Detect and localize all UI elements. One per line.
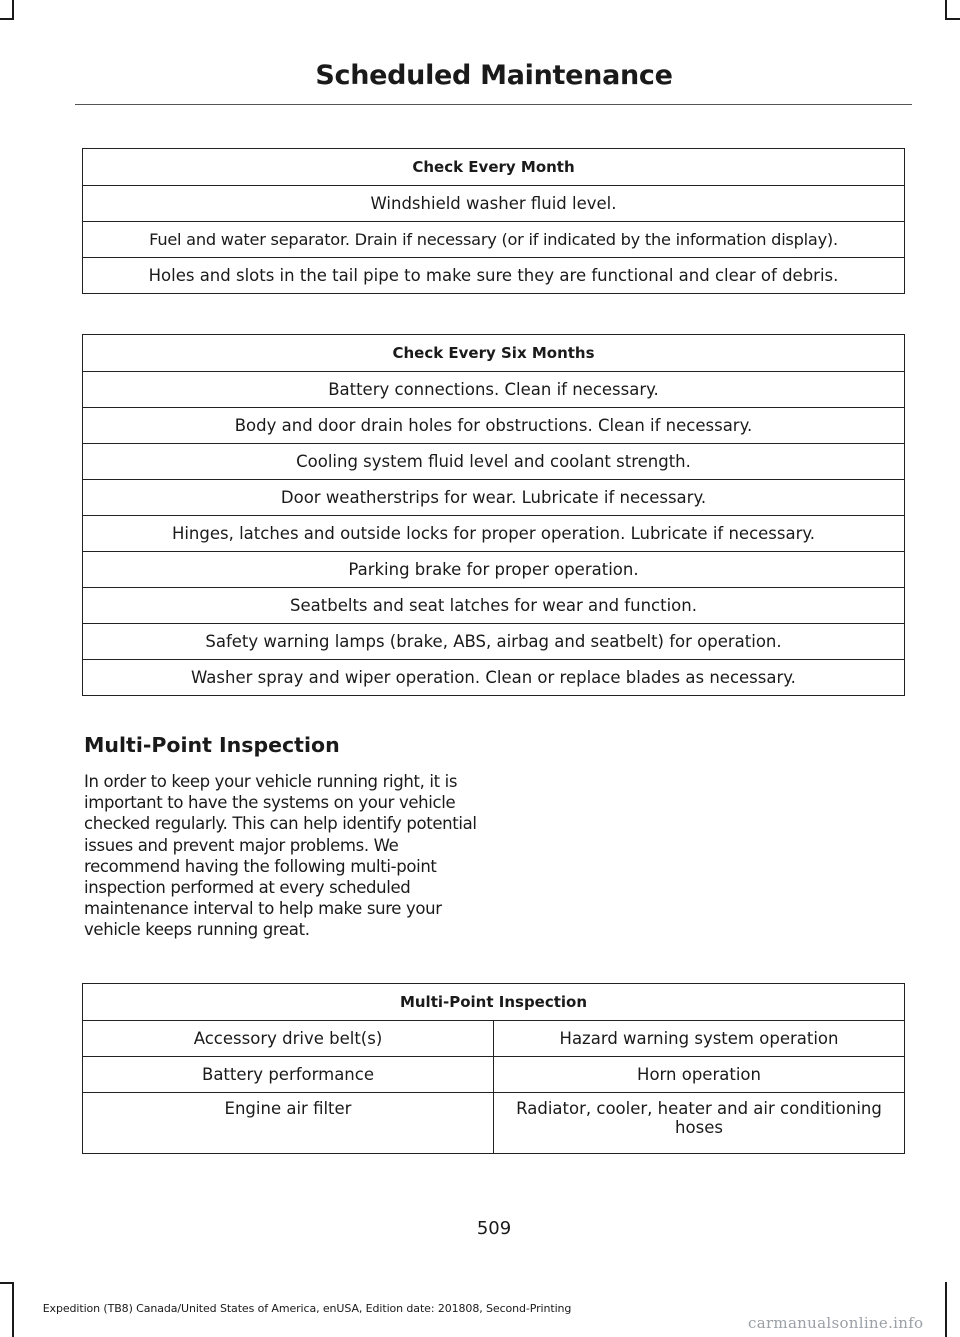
table-cell: Radiator, cooler, heater and air conditioning hoses xyxy=(494,1093,905,1154)
table-row: Seatbelts and seat latches for wear and function. xyxy=(83,588,905,624)
table-cell: Horn operation xyxy=(494,1057,905,1093)
header-divider xyxy=(75,104,912,105)
footer-text: Expedition (TB8) Canada/United States of America, enUSA, Edition date: 201808, Second-Printing xyxy=(42,1302,572,1315)
table-row: Body and door drain holes for obstructions. Clean if necessary. xyxy=(83,408,905,444)
section-heading: Multi-Point Inspection xyxy=(84,733,340,757)
crop-mark xyxy=(945,1282,947,1337)
table-row: Washer spray and wiper operation. Clean or replace blades as necessary. xyxy=(83,660,905,696)
table-row: Fuel and water separator. Drain if necessary (or if indicated by the information display). xyxy=(83,222,905,258)
table-row: Cooling system fluid level and coolant strength. xyxy=(83,444,905,480)
crop-mark xyxy=(12,0,14,20)
page-number: 509 xyxy=(476,1218,512,1239)
crop-mark xyxy=(0,1282,14,1284)
table-heading: Check Every Six Months xyxy=(83,335,905,372)
table-cell: Accessory drive belt(s) xyxy=(83,1021,494,1057)
table-row: Door weatherstrips for wear. Lubricate if necessary. xyxy=(83,480,905,516)
table-heading: Check Every Month xyxy=(83,149,905,186)
table-row: Holes and slots in the tail pipe to make sure they are functional and clear of debris. xyxy=(83,258,905,294)
table-cell: Engine air filter xyxy=(83,1093,494,1154)
page-title: Scheduled Maintenance xyxy=(315,60,673,91)
table-row: Windshield washer fluid level. xyxy=(83,186,905,222)
crop-mark xyxy=(0,18,14,20)
crop-mark xyxy=(945,0,947,20)
crop-mark xyxy=(945,18,960,20)
table-cell: Battery performance xyxy=(83,1057,494,1093)
table-row: Parking brake for proper operation. xyxy=(83,552,905,588)
table-row: Battery connections. Clean if necessary. xyxy=(83,372,905,408)
table-row: Hinges, latches and outside locks for proper operation. Lubricate if necessary. xyxy=(83,516,905,552)
table-row: Safety warning lamps (brake, ABS, airbag and seatbelt) for operation. xyxy=(83,624,905,660)
multi-point-inspection-table xyxy=(82,983,905,1154)
check-every-six-months-table xyxy=(82,334,905,696)
watermark: carmanualsonline.info xyxy=(748,1314,924,1332)
check-every-month-table xyxy=(82,148,905,294)
section-body: In order to keep your vehicle running right, it is important to have the systems on your vehicle checked regularly. This can help identify potential issues and prevent major problems. We recommend having the following multi-point inspection performed at every scheduled maintenance interval to help make sure your vehicle keeps running great. xyxy=(84,772,477,940)
table-heading: Multi-Point Inspection xyxy=(83,984,905,1021)
table-cell: Hazard warning system operation xyxy=(494,1021,905,1057)
